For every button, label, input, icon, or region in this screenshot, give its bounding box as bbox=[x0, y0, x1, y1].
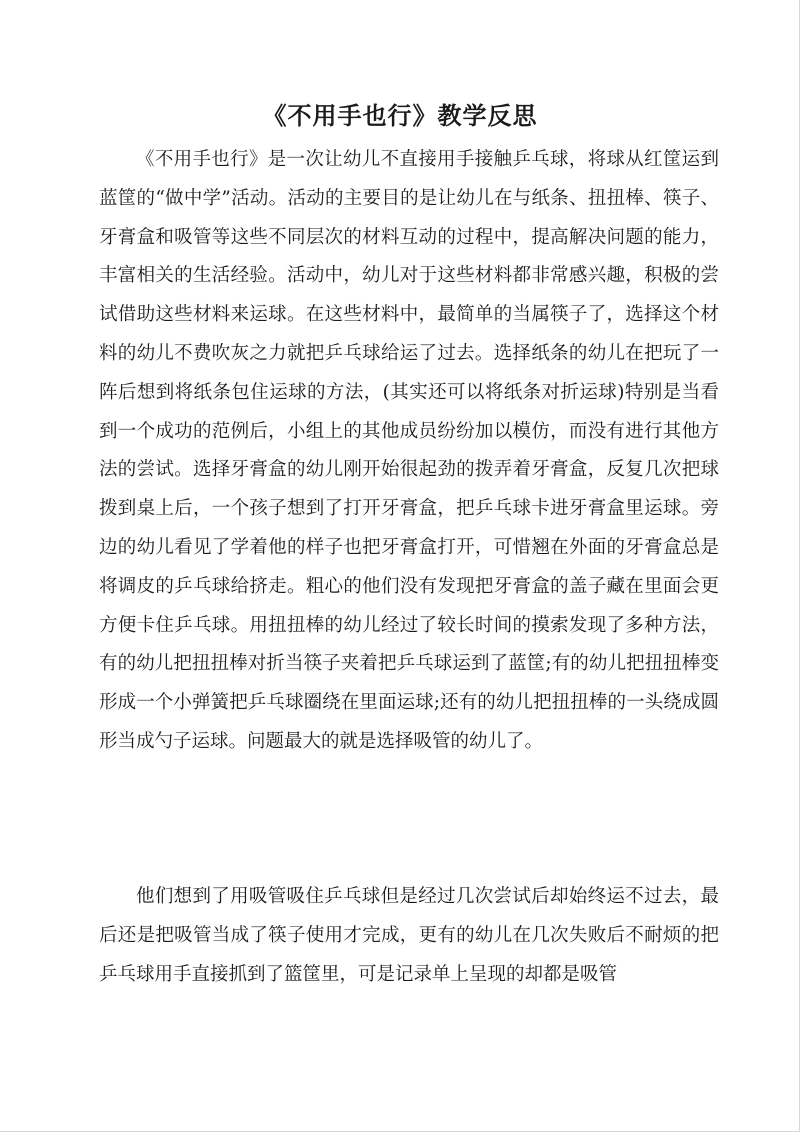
document-title: 《不用手也行》教学反思 bbox=[262, 102, 538, 130]
paragraph-2: 他们想到了用吸管吸住乒乓球但是经过几次尝试后却始终运不过去，最后还是把吸管当成了筷子使用才完成，更有的幼儿在几次失败后不耐烦的把乒乓球用手直接抓到了篮筐里，可是记录单上呈现的却都是吸管 bbox=[99, 886, 719, 985]
paragraph-1: 《不用手也行》是一次让幼儿不直接用手接触乒乓球，将球从红筐运到蓝筐的“做中学”活动。活动的主要目的是让幼儿在与纸条、扭扭棒、筷子、牙膏盒和吸管等这些不同层次的材料互动的过程中，提高解决问题的能力，丰富相关的生活经验。活动中，幼儿对于这些材料都非常感兴趣，积极的尝试借助这些材料来运球。在这些材料中，最简单的当属筷子了，选择这个材料的幼儿不费吹灰之力就把乒乓球给运了过去。选择纸条的幼儿在把玩了一阵后想到将纸条包住运球的方法，(其实还可以将纸条对折运球)特别是当看到一个成功的范例后，小组上的其他成员纷纷加以模仿，而没有进行其他方法的尝试。选择牙膏盒的幼儿刚开始很起劲的拨弄着牙膏盒，反复几次把球拨到桌上后，一个孩子想到了打开牙膏盒，把乒乓球卡进牙膏盒里运球。旁边的幼儿看见了学着他的样子也把牙膏盒打开，可惜翘在外面的牙膏盒总是将调皮的乒乓球给挤走。粗心的他们没有发现把牙膏盒的盖子藏在里面会更方便卡住乒乓球。用扭扭棒的幼儿经过了较长时间的摸索发现了多种方法，有的幼儿把扭扭棒对折当筷子夹着把乒乓球运到了蓝筐;有的幼儿把扭扭棒变形成一个小弹簧把乒乓球圈绕在里面运球;还有的幼儿把扭扭棒的一头绕成圆形当成勺子运球。问题最大的就是选择吸管的幼儿了。 bbox=[99, 149, 719, 752]
